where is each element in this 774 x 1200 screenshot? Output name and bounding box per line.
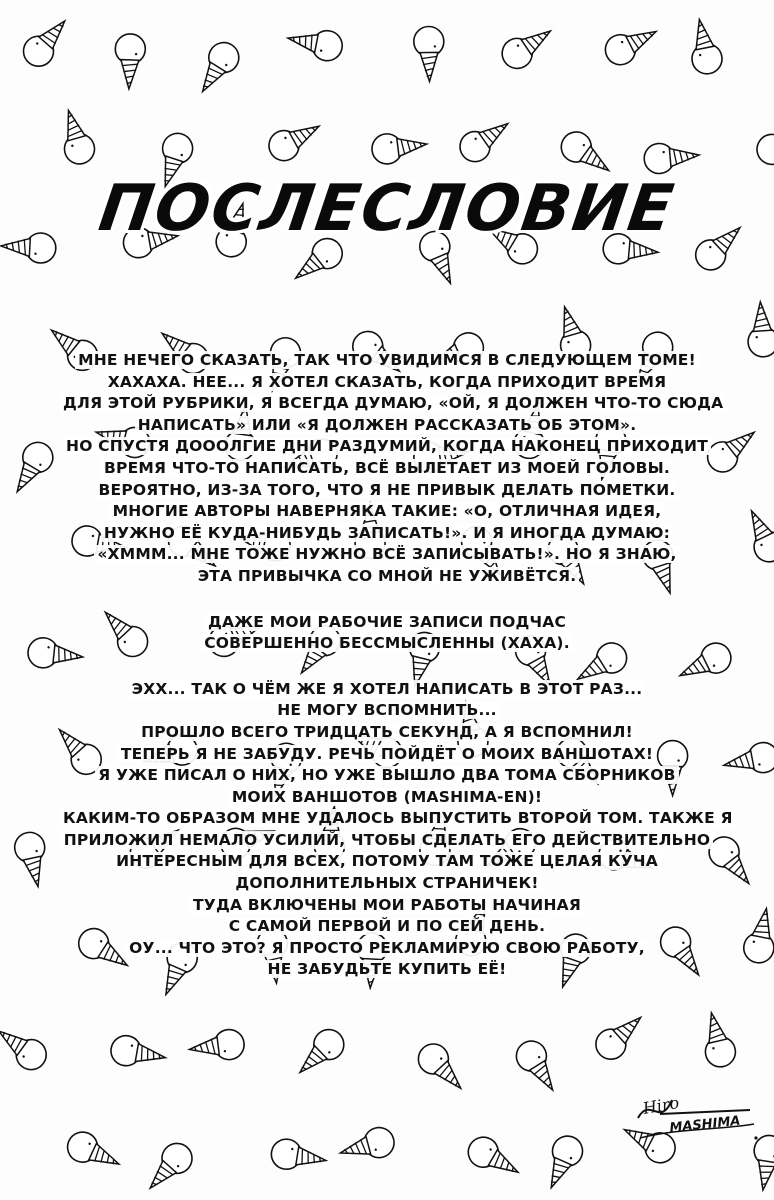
paragraph-3 xyxy=(60,679,733,981)
ice-cream-cone-icon xyxy=(738,504,774,567)
ice-cream-cone-icon xyxy=(414,26,445,82)
text-line: ЭХХ... ТАК О ЧЁМ ЖЕ Я ХОТЕЛ НАПИСАТЬ В ЭТОТ РАЗ... xyxy=(60,679,714,701)
ice-cream-cone-icon xyxy=(0,1019,52,1076)
ice-cream-cone-icon xyxy=(590,1006,651,1065)
text-line: «ХМММ... МНЕ ТОЖЕ НУЖНО ВСЁ ЗАПИСЫВАТЬ!». НО Я ЗНАЮ, xyxy=(60,544,714,566)
text-line: ХАХАХА. НЕЕ... Я ХОТЕЛ СКАЗАТЬ, КОГДА ПРИХОДИТ ВРЕМЯ xyxy=(60,372,714,394)
text-line: МОИХ ВАНШОТОВ (MASHIMA-EN)! xyxy=(60,787,714,809)
text-line: С САМОЙ ПЕРВОЙ И ПО СЕЙ ДЕНЬ. xyxy=(60,916,714,938)
text-line: ЭТА ПРИВЫЧКА СО МНОЙ НЕ УЖИВЁТСЯ. xyxy=(60,566,714,588)
ice-cream-cone-icon xyxy=(643,140,700,175)
ice-cream-cone-icon xyxy=(139,1137,198,1198)
text-line: НЕ МОГУ ВСПОМНИТЬ... xyxy=(60,700,714,722)
ice-cream-cone-icon xyxy=(745,301,774,358)
ice-cream-cone-icon xyxy=(17,11,76,72)
text-line: НУЖНО ЕЁ КУДА-НИБУДЬ ЗАПИСАТЬ!». И Я ИНОГДА ДУМАЮ: xyxy=(60,523,714,545)
paragraph-2 xyxy=(60,612,714,655)
ice-cream-cone-icon xyxy=(496,19,558,75)
text-line: МНОГИЕ АВТОРЫ НАВЕРНЯКА ТАКИЕ: «О, ОТЛИЧНАЯ ИДЕЯ, xyxy=(60,501,714,523)
ice-cream-cone-icon xyxy=(114,33,146,89)
ice-cream-cone-icon xyxy=(188,1028,246,1064)
signature-drawing xyxy=(630,1088,760,1148)
text-line: МНЕ НЕЧЕГО СКАЗАТЬ, ТАК ЧТО УВИДИМСЯ В СЛЕДУЮЩЕМ ТОМЕ! xyxy=(60,350,714,372)
text-line: ВРЕМЯ ЧТО-ТО НАПИСАТЬ, ВСЁ ВЫЛЕТАЕТ ИЗ МОЕЙ ГОЛОВЫ. xyxy=(60,458,714,480)
page-title: ПОСЛЕСЛОВИЕ xyxy=(94,172,680,246)
ice-cream-cone-icon xyxy=(741,906,774,966)
text-line: ДЛЯ ЭТОЙ РУБРИКИ, Я ВСЕГДА ДУМАЮ, «ОЙ, Я ДОЛЖЕН ЧТО-ТО СЮДА xyxy=(60,393,714,415)
ice-cream-cone-icon xyxy=(538,1131,588,1193)
ice-cream-cone-icon xyxy=(63,1127,126,1177)
ice-cream-cone-icon xyxy=(264,113,327,166)
text-line: ПРОШЛО ВСЕГО ТРИДЦАТЬ СЕКУНД, А Я ВСПОМНИЛ! xyxy=(60,722,714,744)
ice-cream-cone-icon xyxy=(412,1038,471,1099)
paragraph-1 xyxy=(60,350,724,588)
text-line: ВЕРОЯТНО, ИЗ-ЗА ТОГО, ЧТО Я НЕ ПРИВЫК ДЕЛАТЬ ПОМЕТКИ. xyxy=(60,480,714,502)
text-line: СОВЕРШЕННО БЕССМЫСЛЕННЫ (ХАХА). xyxy=(60,633,714,655)
ice-cream-cone-icon xyxy=(600,18,663,70)
ice-cream-cone-icon xyxy=(370,129,428,165)
text-line: ДОПОЛНИТЕЛЬНЫХ СТРАНИЧЕК! xyxy=(60,873,714,895)
ice-cream-cone-icon xyxy=(290,1023,350,1083)
ice-cream-cone-icon xyxy=(109,1033,168,1072)
ice-cream-cone-icon xyxy=(685,17,725,77)
ice-cream-cone-icon xyxy=(454,111,516,167)
ice-cream-cone-icon xyxy=(4,437,58,500)
signature-line2: MASHIMA xyxy=(668,1113,742,1136)
text-line: НО СПУСТЯ ДОООЛГИЕ ДНИ РАЗДУМИЙ, КОГДА НАКОНЕЦ ПРИХОДИТ xyxy=(60,436,714,458)
text-line: ОУ... ЧТО ЭТО? Я ПРОСТО РЕКЛАМИРУЮ СВОЮ РАБОТУ, xyxy=(60,938,714,960)
ice-cream-cone-icon xyxy=(336,1124,397,1167)
text-line: ДАЖЕ МОИ РАБОЧИЕ ЗАПИСИ ПОДЧАС xyxy=(60,612,714,634)
ice-cream-cone-icon xyxy=(697,1009,739,1069)
ice-cream-cone-icon xyxy=(285,23,345,63)
text-line: ПРИЛОЖИЛ НЕМАЛО УСИЛИЙ, ЧТОБЫ СДЕЛАТЬ ЕГО ДЕЙСТВИТЕЛЬНО xyxy=(60,830,714,852)
ice-cream-cone-icon xyxy=(54,106,98,167)
ice-cream-cone-icon xyxy=(511,1035,566,1098)
text-line: КАКИМ-ТО ОБРАЗОМ МНЕ УДАЛОСЬ ВЫПУСТИТЬ ВТОРОЙ ТОМ. ТАКЖЕ Я xyxy=(60,808,714,830)
text-line: ИНТЕРЕСНЫМ ДЛЯ ВСЕХ, ПОТОМУ ТАМ ТОЖЕ ЦЕЛАЯ КУЧА xyxy=(60,851,714,873)
text-line: Я УЖЕ ПИСАЛ О НИХ, НО УЖЕ ВЫШЛО ДВА ТОМА СБОРНИКОВ xyxy=(60,765,714,787)
ice-cream-cone-icon xyxy=(12,830,53,890)
text-line: ТУДА ВКЛЮЧЕНЫ МОИ РАБОТЫ НАЧИНАЯ xyxy=(60,895,714,917)
ice-cream-cone-icon xyxy=(190,37,245,100)
text-line: НАПИСАТЬ» ИЛИ «Я ДОЛЖЕН РАССКАЗАТЬ ОБ ЭТОМ». xyxy=(60,415,714,437)
signature-line1: Hiro xyxy=(641,1092,681,1118)
ice-cream-cone-icon xyxy=(721,740,774,780)
text-line: ТЕПЕРЬ Я НЕ ЗАБУДУ. РЕЧЬ ПОЙДЁТ О МОИХ ВАНШОТАХ! xyxy=(60,744,714,766)
ice-cream-cone-icon xyxy=(269,1137,328,1175)
ice-cream-cone-icon xyxy=(756,130,774,166)
author-signature xyxy=(630,1088,760,1148)
ice-cream-cone-icon xyxy=(463,1132,526,1185)
afterword-text xyxy=(60,350,733,1005)
text-line: НЕ ЗАБУДЬТЕ КУПИТЬ ЕЁ! xyxy=(60,959,714,981)
